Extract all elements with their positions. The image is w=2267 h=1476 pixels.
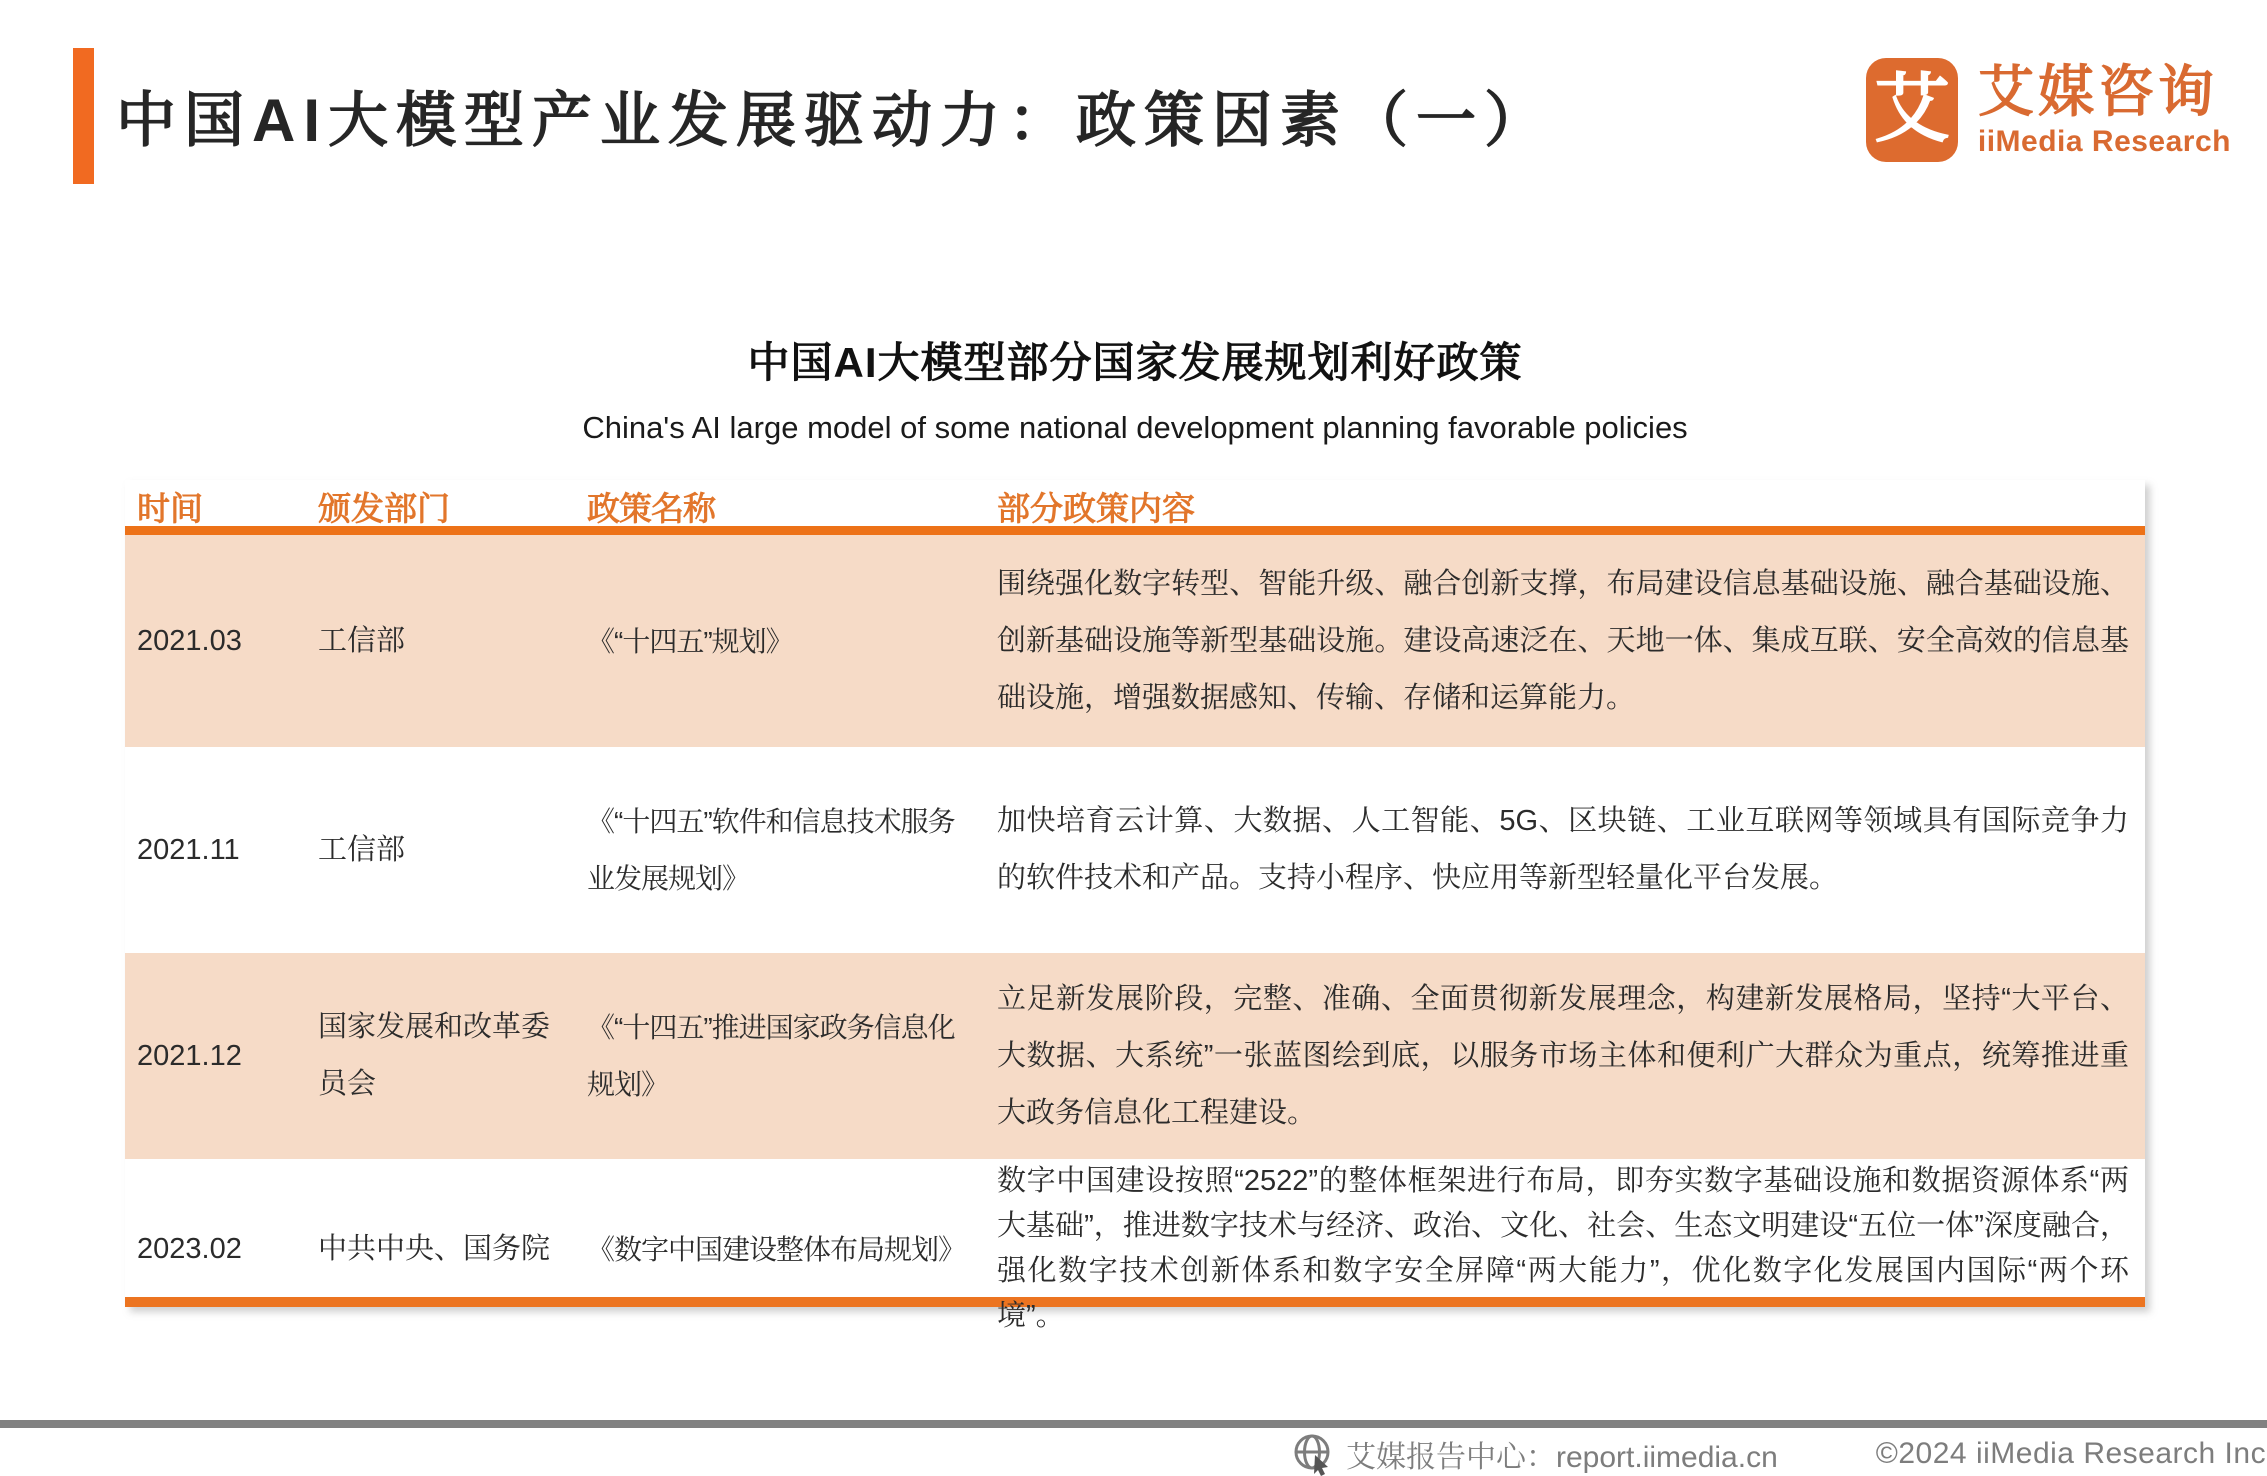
logo-name-en: iiMedia Research	[1977, 124, 2231, 158]
cell-department: 国家发展和改革委员会	[318, 1011, 551, 1100]
cell-department: 中共中央、国务院	[318, 1232, 551, 1265]
cell-content: 立足新发展阶段，完整、准确、全面贯彻新发展理念，构建新发展格局，坚持“大平台、大数据、大系统”一张蓝图绘到底，以服务市场主体和便利广大群众为重点，统筹推进重大政务信息化工程建设。	[997, 982, 2129, 1129]
page-title: 中国AI大模型产业发展驱动力：政策因素（一）	[116, 87, 1552, 154]
footer	[1292, 1432, 2266, 1476]
cell-department: 工信部	[318, 624, 406, 657]
table-row	[125, 747, 2145, 953]
logo-text	[1978, 61, 2231, 159]
table-row	[125, 953, 2145, 1159]
main-content	[125, 330, 2145, 1332]
cell-date: 2021.03	[137, 624, 242, 657]
table-title: 中国AI大模型部分国家发展规划利好政策	[747, 339, 1523, 386]
footer-report-center: 艾媒报告中心：report.iimedia.cn	[1346, 1441, 1778, 1474]
globe-cursor-icon	[1292, 1432, 1336, 1476]
table-row	[125, 1159, 2145, 1332]
cell-policy: 《数字中国建设整体布局规划》	[587, 1233, 966, 1265]
col-header-policy: 政策名称	[587, 490, 715, 527]
table-row	[125, 535, 2145, 747]
col-header-time: 时间	[137, 490, 203, 527]
policy-table	[125, 480, 2145, 1332]
cell-date: 2021.12	[137, 1039, 242, 1072]
table-header-row	[125, 480, 2145, 535]
cell-policy: 《“十四五”规划》	[587, 625, 793, 657]
cell-content: 围绕强化数字转型、智能升级、融合创新支撑，布局建设信息基础设施、融合基础设施、创新基础设施等新型基础设施。建设高速泛在、天地一体、集成互联、安全高效的信息基础设施，增强数据感知、传输、存储和运算能力。	[997, 567, 2129, 714]
cell-policy: 《“十四五”软件和信息技术服务业发展规划》	[587, 806, 955, 894]
logo-glyph: 艾	[1873, 67, 1950, 152]
col-header-content: 部分政策内容	[997, 490, 1195, 527]
footer-copyright: ©2024 iiMedia Research Inc	[1875, 1437, 2267, 1470]
cell-content: 加快培育云计算、大数据、人工智能、5G、区块链、工业互联网等领域具有国际竞争力的软件技术和产品。支持小程序、快应用等新型轻量化平台发展。	[997, 805, 2129, 894]
cell-department: 工信部	[318, 833, 406, 866]
col-header-department: 颁发部门	[318, 490, 450, 527]
cell-date: 2021.11	[137, 833, 240, 866]
cell-policy: 《“十四五”推进国家政务信息化规划》	[587, 1012, 955, 1100]
title-accent-bar	[73, 48, 94, 184]
footer-divider	[0, 1420, 2267, 1428]
cell-content: 数字中国建设按照“2522”的整体框架进行布局，即夯实数字基础设施和数据资源体系“两大基础”，推进数字技术与经济、政治、文化、社会、生态文明建设“五位一体”深度融合，强化数字技术创新体系和数字安全屏障“两大能力”，优化数字化发展国内国际“两个环境”。	[997, 1165, 2129, 1332]
cell-date: 2023.02	[137, 1232, 242, 1265]
iimedia-logo-icon	[1866, 58, 1958, 162]
table-subtitle: China's AI large model of some national development planning favorable policies	[582, 410, 1688, 445]
logo-name-zh: 艾媒咨询	[1977, 60, 2218, 124]
iimedia-logo	[1866, 58, 2231, 162]
